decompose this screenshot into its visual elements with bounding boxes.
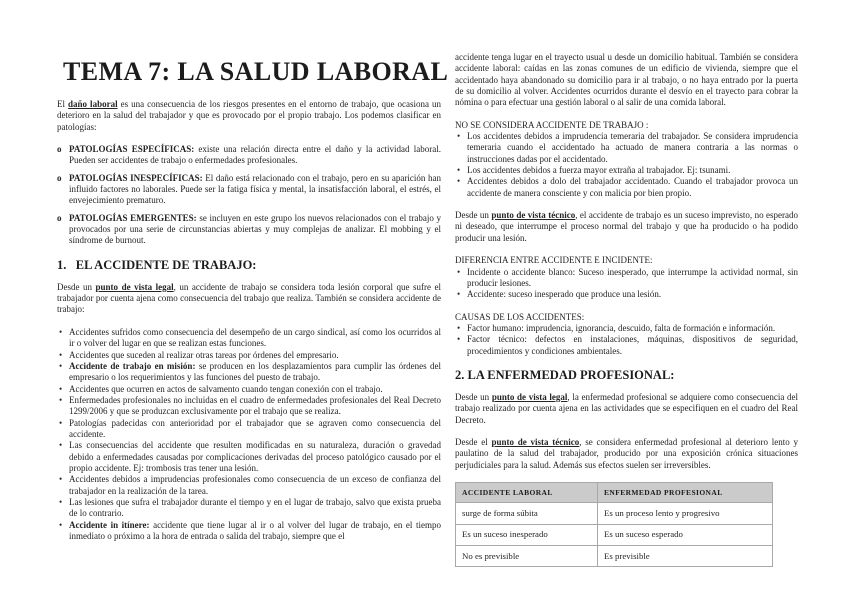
not-considered-list <box>455 131 798 199</box>
text-run: , la enfermedad profesional se adquiere como consecuencia del trabajo realizado por cuenta ajena en las actividades que se especifiquen en el cuadro del Real Decreto. <box>455 391 798 425</box>
table-header-cell: ENFERMEDAD PROFESIONAL <box>598 482 773 502</box>
text-run: se producen en los desplazamientos para cumplir las órdenes del empresario o los requerimientos y las funciones del puesto de trabajo. <box>69 360 442 383</box>
text-run: punto de vista legal <box>491 391 568 402</box>
difference-list <box>455 267 798 301</box>
text-run: punto de vista técnico <box>491 210 576 221</box>
causes-heading: CAUSAS DE LOS ACCIDENTES: <box>455 311 585 322</box>
text-run: , se considera enfermedad profesional al deterioro lento y paulatino de la salud del trabajador, producido por una exposición crónica situaciones perjudiciales para la salud. Además sus efectos suelen ser irreversibles. <box>455 436 798 470</box>
technical-disease-paragraph <box>455 437 798 471</box>
legal-disease-paragraph <box>455 392 798 426</box>
text-run: daño laboral <box>68 99 118 109</box>
text-run: punto de vista legal <box>95 281 174 292</box>
list-item <box>69 474 441 497</box>
table-cell: Es previsible <box>598 546 773 567</box>
text-run: existe una relación directa entre el daño y la actividad laboral. Pueden ser accidentes de trabajo o enfermedades profesionales. <box>69 144 441 166</box>
list-item <box>467 323 798 334</box>
text-run: Factor humano: imprudencia, ignorancia, descuido, falta de formación e información. <box>467 322 776 333</box>
section-2-heading: 2. LA ENFERMEDAD PROFESIONAL: <box>455 367 675 382</box>
accident-types-list <box>57 327 441 543</box>
text-run: PATOLOGÍAS ESPECÍFICAS: <box>69 144 195 155</box>
text-run: Patologías padecidas con anterioridad por el trabajador que se agraven como consecuencia del accidente. <box>69 417 441 439</box>
table-row <box>456 524 773 545</box>
text-run: Incidente o accidente blanco: Suceso inesperado, que interrumpe la actividad normal, sin producir lesiones. <box>467 266 798 288</box>
list-item <box>69 395 441 418</box>
text-run: PATOLOGÍAS EMERGENTES: <box>69 212 197 223</box>
not-considered-heading: NO SE CONSIDERA ACCIDENTE DE TRABAJO : <box>455 119 649 130</box>
list-item <box>69 384 441 395</box>
text-run: Desde el <box>455 436 492 447</box>
list-item <box>467 267 798 290</box>
text-run: Enfermedades profesionales no incluidas en el cuadro de enfermedades profesionales del Real Decreto 1299/2006 y que se produzcan exclusivamente por el trabajo que se realiza. <box>69 394 441 417</box>
text-run: Accidente in itínere: <box>69 519 150 530</box>
text-run: Los accidentes debidos a fuerza mayor extraña al trabajador. Ej: tsunami. <box>467 165 731 176</box>
text-run: , un accidente de trabajo se considera toda lesión corporal que sufre el trabajador por cuenta ajena como consecuencia del trabajo que realiza. También se considera accidente de trabajo: <box>57 281 441 315</box>
table-cell: Es un suceso esperado <box>598 524 773 545</box>
list-item <box>69 497 441 520</box>
text-run: Accidente de trabajo en misión: <box>69 360 196 371</box>
list-item <box>69 520 441 543</box>
list-item <box>69 327 441 350</box>
text-run: Desde un <box>57 281 96 292</box>
table-cell: surge de forma súbita <box>456 503 598 524</box>
list-item <box>467 176 798 199</box>
list-item <box>467 165 798 176</box>
list-item <box>467 289 798 300</box>
text-run: El <box>57 99 69 109</box>
left-column <box>57 55 449 553</box>
text-run: punto de vista técnico <box>491 436 580 447</box>
page-title: TEMA 7: LA SALUD LABORAL <box>63 57 449 86</box>
table-cell: Es un proceso lento y progresivo <box>598 503 773 524</box>
table-row <box>456 546 773 567</box>
text-run: Factor técnico: defectos en instalaciones, máquinas, dispositivos de seguridad, procedimientos y condiciones ambientales. <box>467 334 798 356</box>
causes-list <box>455 323 798 357</box>
table-cell: Es un suceso inesperado <box>456 524 598 545</box>
table-row <box>456 503 773 524</box>
text-run: Accidentes que suceden al realizar otras tareas por órdenes del empresario. <box>69 349 339 360</box>
text-run: El daño está relacionado con el trabajo, pero en su aparición han influido factores no laborales. Puede ser la fatiga física y mental, la insatisfacción laboral, el estrés, el envejecimiento prematuro. <box>69 172 442 206</box>
difference-heading: DIFERENCIA ENTRE ACCIDENTE E INCIDENTE: <box>455 255 653 266</box>
text-run: accidente tenga lugar en el trayecto usual u desde un domicilio habitual. También se considera accidente laboral: caídas en las zonas comunes de un edificio de vivienda, siempre que el accidentado haya abandonado su domicilio para ir al trabajo, o no haya entrado por la puerta de su domicilio al volver. Accidentes ocurridos durante el desvío en el trayecto para cobrar la nómina o para efectuar una gestión laboral o al salir de una comida laboral. <box>455 52 798 108</box>
text-run: accidente que tiene lugar al ir o al volver del lugar de trabajo, en el tiempo inmediato o próximo a la hora de entrada o salida del trabajo, siempre que el <box>69 519 441 541</box>
table-header-cell: ACCIDENTE LABORAL <box>456 482 598 502</box>
list-item <box>467 131 798 165</box>
text-run: Accidentes que ocurren en actos de salvamento cuando tengan conexión con el trabajo. <box>69 383 383 394</box>
list-item <box>69 361 441 384</box>
text-run: Las consecuencias del accidente que resulten modificadas en su naturaleza, duración o gravedad debido a enfermedades causadas por complicaciones derivadas del proceso patológico causado por el propio accidente. Ej: trombosis tras tener una lesión. <box>69 440 441 473</box>
text-run: Accidentes debidos a imprudencias profesionales como consecuencia de un exceso de confianza del trabajador en la realización de la tarea. <box>69 474 441 496</box>
table-cell: No es previsible <box>456 546 598 567</box>
text-run: Accidente: suceso inesperado que produce una lesión. <box>467 289 662 300</box>
list-item <box>69 213 441 247</box>
text-run: Accidentes debidos a dolo del trabajador accidentado. Cuando el trabajador provoca un accidente de manera consciente y con malicia por bien propio. <box>467 176 798 198</box>
text-run: , el accidente de trabajo es un suceso imprevisto, no esperado ni deseado, que interrumpe el proceso normal del trabajo y que ha producido o ha podido producir una lesión. <box>455 210 799 243</box>
comparison-table <box>455 482 773 567</box>
section-1-heading: 1. EL ACCIDENTE DE TRABAJO: <box>57 257 257 272</box>
text-run: se incluyen en este grupo los nuevos relacionados con el trabajo y provocados por una serie de circunstancias abiertas y muy complejas de analizar. El mobbing y el síndrome de burnout. <box>69 212 441 246</box>
legal-definition-paragraph <box>57 282 441 316</box>
technical-definition-paragraph <box>455 210 798 244</box>
text-run: Desde un <box>455 210 492 221</box>
text-run: Accidentes sufridos como consecuencia del desempeño de un cargo sindical, así como los ocurridos al ir o volver del lugar en que se realizan estas funciones. <box>69 326 441 349</box>
text-run: Las lesiones que sufra el trabajador durante el tiempo y en el lugar de trabajo, salvo que exista prueba de lo contrario. <box>69 496 441 519</box>
text-run: PATOLOGÍAS INESPECÍFICAS: <box>69 172 203 183</box>
list-item <box>69 173 441 207</box>
table-header-row <box>456 482 773 502</box>
right-column <box>455 52 798 567</box>
text-run: Los accidentes debidos a imprudencia temeraria del trabajador. Se considera imprudencia temeraria cuando el accidentado ha actuado de manera contraria a las normas o instrucciones dadas por el accidentado. <box>467 131 798 164</box>
text-run: Desde un <box>455 391 492 402</box>
list-item <box>69 440 441 474</box>
intro-paragraph <box>57 99 441 133</box>
list-item <box>69 144 441 167</box>
list-item <box>69 418 441 441</box>
pathologies-list <box>57 144 441 247</box>
list-item <box>69 350 441 361</box>
continuation-paragraph <box>455 52 798 109</box>
text-run: es una consecuencia de los riesgos presentes en el entorno de trabajo, que ocasiona un deterioro en la salud del trabajador y que es provocado por el propio trabajo. Los podemos clasificar en patologías: <box>57 99 442 132</box>
list-item <box>467 334 798 357</box>
